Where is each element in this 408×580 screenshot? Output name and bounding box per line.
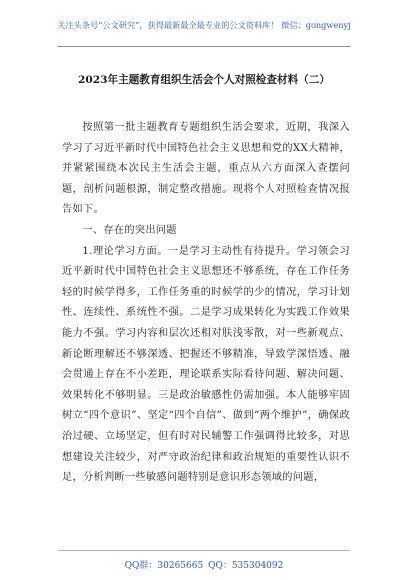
footer-divider (58, 550, 350, 551)
theory-study-paragraph: 1.理论学习方面。一是学习主动性有待提升。学习领会习近平新时代中国特色社会主义思想还不够系统，存在工作任务轻的时候学得多，工作任务重的时候学的少的情况，学习计划性、连续性、系统性不强。二是学习成果转化为实践工作效果能力不强。学习内容和层次还相对肤浅零散，对一些新观点、新论断理解还不够深透、把握还不够精准，导致学深悟透、融会贯通上存在不小差距，理论联系实际看待问题、解决问题、效果转化不够明显。三是政治敏感性仍需加强。本人能够牢固树立“四个意识”、坚定“四个自信”、做到“两个维护”，确保政治过硬、立场坚定，但有时对民辅警工作强调得比较多，对思想建设关注较少，对严守政治纪律和政治规矩的重要性认识不足，分析判断一些敏感问题特别是意识形态领域的问题， (62, 245, 350, 484)
header-divider (58, 46, 350, 47)
section-heading: 一、存在的突出问题 (82, 224, 177, 236)
header-notice: 关注头条号“公文研究”，获得最新最全最专业的公文资料库！ 微信：gongwenyj (57, 20, 351, 30)
document-body (62, 118, 350, 489)
footer-contact: QQ群：30265665 QQ：535304092 (124, 561, 284, 571)
document-title: 2023年主题教育组织生活会个人对照检查材料（二） (78, 74, 330, 86)
intro-paragraph: 按照第一批主题教育专题组织生活会要求，近期，我深入学习了习近平新时代中国特色社会主义思想和党的XX大精神，并紧紧围绕本次民主生活会主题，重点从六方面深入查摆问题，剖析问题根源，制定整改措施。现将个人对照检查情况报告如下。 (62, 122, 350, 216)
